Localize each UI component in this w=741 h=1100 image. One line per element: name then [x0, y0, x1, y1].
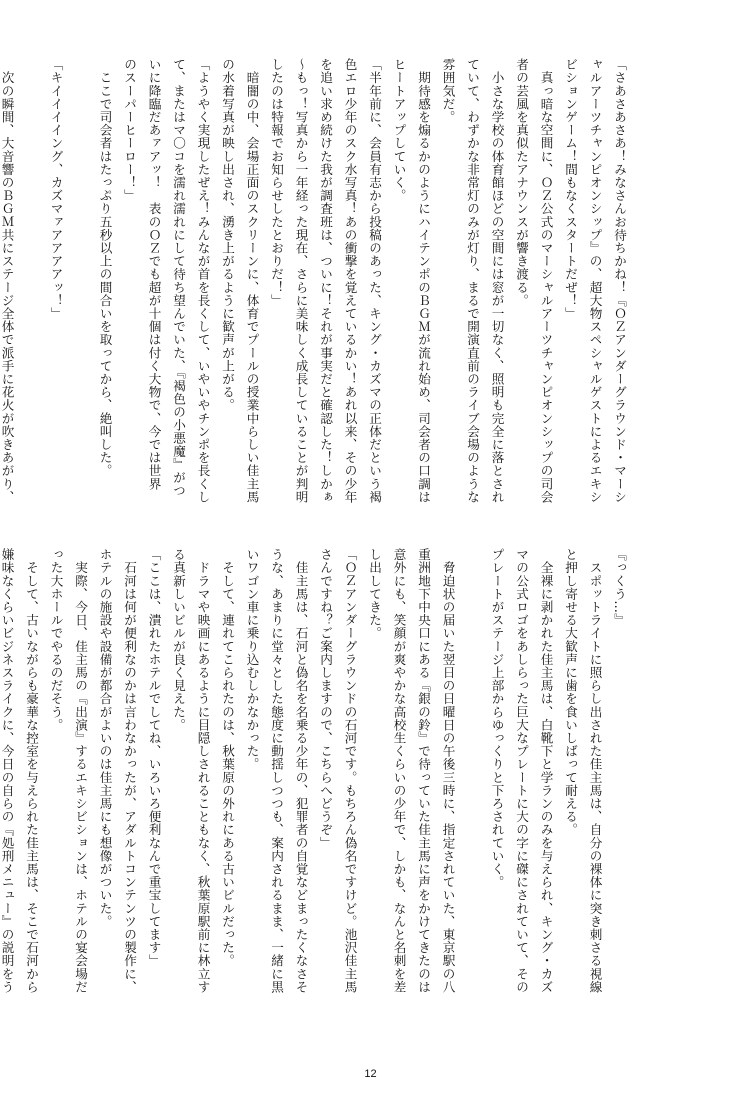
text-line: ャルアーツチャンピオンシップ』の、超大物スペシャルゲストによるエキシ: [587, 58, 603, 504]
text-line: 重洲地下中央口にある『銀の鈴』で待っていた佳主馬に声をかけてきたのは: [416, 548, 431, 994]
page-number: 12: [364, 1068, 377, 1080]
text-line: った大ホールでやるのだそう。: [48, 548, 64, 732]
text-line: 色エロ少年のスク水写真！あの衝撃を覚えているかい！あれ以来、その少年: [342, 58, 358, 504]
text-line: 者の芸風を真似たアナウンスが響き渡る。: [514, 58, 529, 307]
text-line: プレートがステージ上部からゆっくりと下ろされていく。: [489, 548, 505, 889]
text-line: うな、あまりに堂々とした態度に動揺しつつも、案内されるまま、一緒に黒: [269, 548, 284, 994]
text-line: 小さな学校の体育館ほどの空間には窓が一切なく、照明も完全に落とされ: [489, 58, 505, 504]
text-line: て、またはマ〇コを濡れ濡れにして待ち望んでいた、『褐色の小悪魔』がつ: [171, 58, 186, 498]
text-line: し出してきた。: [367, 548, 382, 640]
text-line: 〜もっ！写真から一年経った現在、さらに美味しく成長していることが判明: [293, 58, 309, 504]
text-line: したのは特報でお知らせしたとおりだ！」: [269, 58, 284, 307]
text-line: スポットライトに照らし出された佳主馬は、自分の裸体に突き刺さる視線: [587, 548, 603, 994]
text-line: 脅迫状の届いた翌日の日曜日の午後三時に、指定されていた、東京駅の八: [440, 548, 456, 994]
text-line: [19, 58, 44, 508]
text-line: 意外にも、笑顔が爽やかな高校生くらいの少年で、しかも、なんと名刺を差: [391, 548, 407, 994]
text-line: 「ここは、潰れたホテルでしてね、いろいろ便利なんで重宝してます」: [146, 548, 162, 968]
text-line: 「ようやく実現したぜえ！みんなが首を長くして、いやいやチンポを長くし: [195, 58, 211, 504]
text-line: そして、古いながらも豪華な控室を与えられた佳主馬は、そこで石河から: [24, 548, 39, 994]
text-line: ここで司会者はたっぷり五秒以上の間合いを取ってから、絶叫した。: [97, 58, 113, 478]
text-line: のスーパーヒーロー！」: [122, 58, 137, 203]
text-line: 実際、今日、佳主馬の『出演』するエキシビションは、ホテルの宴会場だ: [73, 548, 88, 994]
text-line: る真新しいビルが良く見えた。: [171, 548, 186, 732]
text-line: ビションゲーム！間もなくスタートだぜ！」: [563, 58, 578, 320]
text-line: を追い求め続けた我が調査班は、ついに！それが事実だと確認した！しかぁ: [318, 58, 333, 504]
text-line: 「キイイイイング、カズマァアアアアッ！」: [48, 58, 64, 320]
text-line: 石河は何が便利なのかは言わなかったが、アダルトコンテンツの製作に、: [122, 548, 137, 994]
text-line: 「さあさあさあ！みなさんお待ちかね！『ＯＺアンダーグラウンド・マーシ: [612, 58, 627, 504]
text-line: ヒートアップしていく。: [391, 58, 407, 203]
text-line: 「半年前に、会員有志から投稿のあった、キング・カズマの正体だという褐: [367, 58, 382, 504]
text-line: さんですね？ご案内しますので、こちらへどうぞ」: [318, 548, 333, 850]
text-line: ていて、わずかな非常灯のみが灯り、まるで開演直前のライブ会場のような: [465, 58, 480, 504]
text-line: いに降臨だあァアッ！ 表のＯＺでも超が十個は付く大物で、今では世界: [146, 58, 162, 491]
text-line: ドラマや映画にあるように目隠しされることもなく、秋葉原駅前に林立す: [195, 548, 211, 994]
text-line: 暗闇の中、会場正面のスクリーンに、体育でプールの授業中らしい佳主馬: [244, 58, 260, 504]
text-line: 真っ暗な空間に、ＯＺ公式のマーシャルアーツチャンピオンシップの司会: [538, 58, 554, 504]
text-line: 全裸に剥かれた佳主馬は、白靴下と学ランのみを与えられ、キング・カズ: [538, 548, 554, 994]
upper-text-block: [0, 58, 631, 508]
text-line: [68, 58, 93, 508]
text-line: 雰囲気だ。: [440, 58, 456, 124]
text-line: そして、連れてこられたのは、秋葉原の外れにある古いビルだった。: [220, 548, 235, 968]
text-line: 嫌味なくらいビジネスライクに、今日の自らの『処刑メニュー』の説明をう: [0, 548, 15, 994]
text-line: マの公式ロゴをあしらった巨大なプレートに大の字に磔にされていて、その: [514, 548, 529, 994]
text-line: の水着写真が映し出され、湧き上がるように歓声が上がる。: [220, 58, 235, 412]
text-line: 「ＯＺアンダーグラウンドの石河です。もちろん偽名ですけど。池沢佳主馬: [342, 548, 358, 994]
text-line: ホテルの施設や設備が都合がよいのは佳主馬にも想像がついた。: [97, 548, 113, 928]
text-line: [460, 548, 485, 1000]
text-line: 次の瞬間、大音響のＢＧＭ共にステージ全体で派手に花火が吹きあがり、: [0, 58, 15, 504]
text-line: 期待感を煽るかのようにハイテンポのＢＧＭが流れ始め、司会者の口調は: [416, 58, 431, 504]
text-line: 佳主馬は、石河と偽名を名乗る少年の、犯罪者の自覚などまったくなさそ: [293, 548, 309, 994]
lower-text-block: [0, 548, 631, 1000]
text-line: 『っくう…』: [612, 548, 627, 627]
text-line: いワゴン車に乗り込むしかなかった。: [244, 548, 260, 771]
text-line: と押し寄せる大歓声に歯を食いしばって耐える。: [563, 548, 578, 837]
